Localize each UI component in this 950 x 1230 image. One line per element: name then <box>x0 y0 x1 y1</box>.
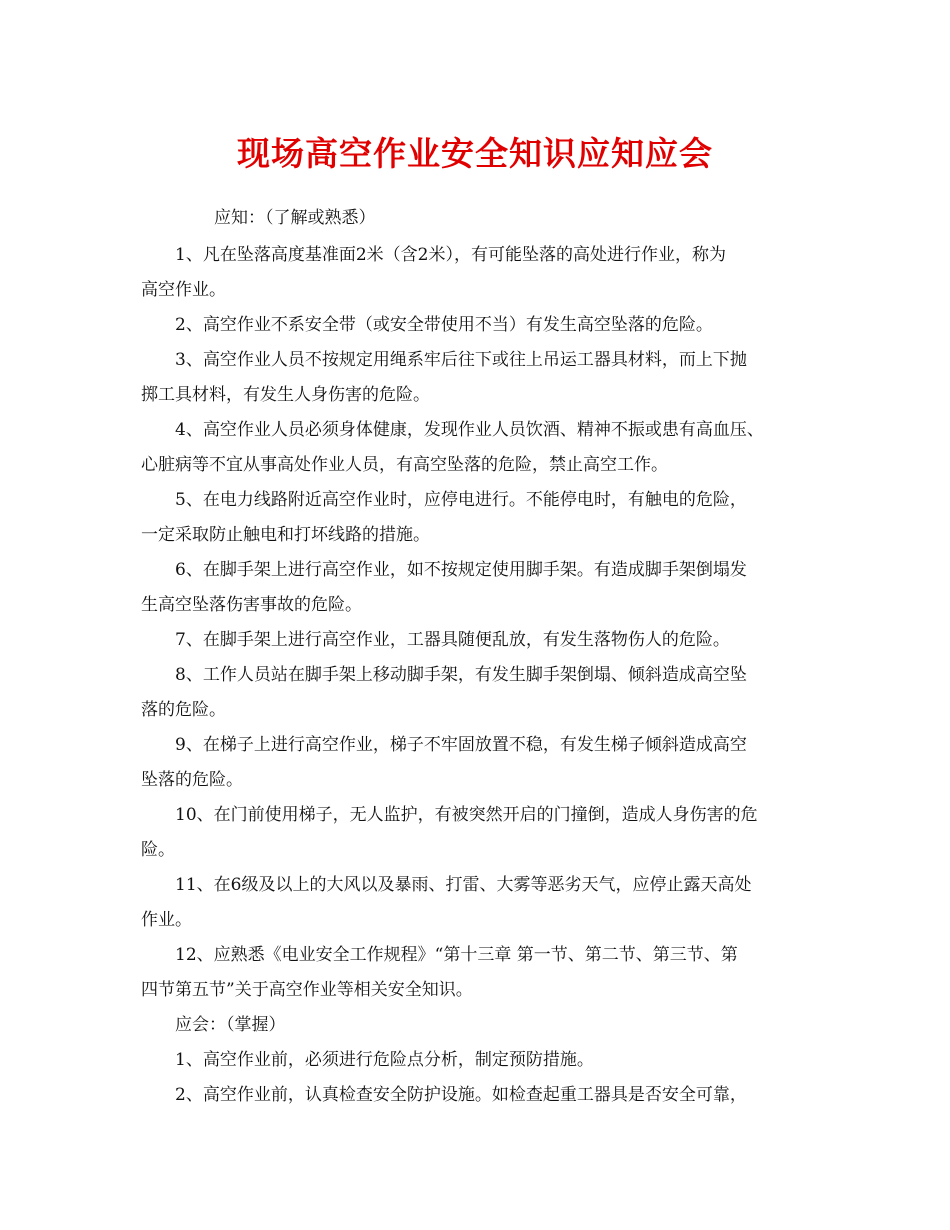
know-item-line: 作业。 <box>141 910 192 930</box>
know-item <box>141 658 821 728</box>
know-item <box>141 343 821 413</box>
document-body <box>141 204 821 1113</box>
know-list <box>141 238 821 1008</box>
know-item <box>141 238 821 308</box>
master-item-line: 2、高空作业前，认真检查安全防护设施。如检查起重工器具是否安全可靠， <box>175 1085 747 1105</box>
master-section-heading: 应会：（掌握） <box>175 1015 286 1035</box>
know-item <box>141 413 821 483</box>
know-item <box>141 938 821 1008</box>
know-item-line: 6、在脚手架上进行高空作业，如不按规定使用脚手架。有造成脚手架倒塌发 <box>175 560 747 580</box>
know-item-line: 5、在电力线路附近高空作业时，应停电进行。不能停电时，有触电的危险， <box>175 490 747 510</box>
know-item <box>141 623 821 658</box>
know-item-line: 一定采取防止触电和打坏线路的措施。 <box>141 525 430 545</box>
know-item <box>141 868 821 938</box>
know-item-line: 生高空坠落伤害事故的危险。 <box>141 595 362 615</box>
know-item <box>141 798 821 868</box>
know-item-line: 险。 <box>141 840 175 860</box>
know-item <box>141 308 821 343</box>
document-title: 现场高空作业安全知识应知应会 <box>237 134 713 173</box>
know-item-line: 11、在6级及以上的大风以及暴雨、打雷、大雾等恶劣天气，应停止露天高处 <box>175 875 752 895</box>
know-item-line: 坠落的危险。 <box>141 770 243 790</box>
know-item <box>141 728 821 798</box>
know-item-line: 8、工作人员站在脚手架上移动脚手架，有发生脚手架倒塌、倾斜造成高空坠 <box>175 665 747 685</box>
know-item-line: 掷工具材料，有发生人身伤害的危险。 <box>141 385 430 405</box>
know-item-line: 10、在门前使用梯子，无人监护，有被突然开启的门撞倒，造成人身伤害的危 <box>175 805 758 825</box>
know-section-heading: 应知：（了解或熟悉） <box>214 208 376 228</box>
know-item-line: 2、高空作业不系安全带（或安全带使用不当）有发生高空坠落的危险。 <box>175 315 713 335</box>
know-item-line: 7、在脚手架上进行高空作业，工器具随便乱放，有发生落物伤人的危险。 <box>175 630 730 650</box>
master-item-line: 1、高空作业前，必须进行危险点分析，制定预防措施。 <box>175 1050 594 1070</box>
know-item-line: 1、凡在坠落高度基准面2米（含2米），有可能坠落的高处进行作业，称为 <box>175 245 726 265</box>
know-item-line: 落的危险。 <box>141 700 226 720</box>
know-item <box>141 553 821 623</box>
know-item-line: 12、应熟悉《电业安全工作规程》“第十三章 第一节、第二节、第三节、第 <box>175 945 738 965</box>
know-item-line: 心脏病等不宜从事高处作业人员，有高空坠落的危险，禁止高空工作。 <box>141 455 668 475</box>
know-item-line: 9、在梯子上进行高空作业，梯子不牢固放置不稳，有发生梯子倾斜造成高空 <box>175 735 747 755</box>
master-item <box>141 1078 821 1113</box>
know-item-line: 3、高空作业人员不按规定用绳系牢后往下或往上吊运工器具材料，而上下抛 <box>175 350 747 370</box>
know-item-line: 四节第五节”关于高空作业等相关安全知识。 <box>141 980 473 1000</box>
master-list <box>141 1043 821 1113</box>
master-item <box>141 1043 821 1078</box>
know-item <box>141 483 821 553</box>
know-item-line: 4、高空作业人员必须身体健康，发现作业人员饮酒、精神不振或患有高血压、 <box>175 420 764 440</box>
know-item-line: 高空作业。 <box>141 280 226 300</box>
